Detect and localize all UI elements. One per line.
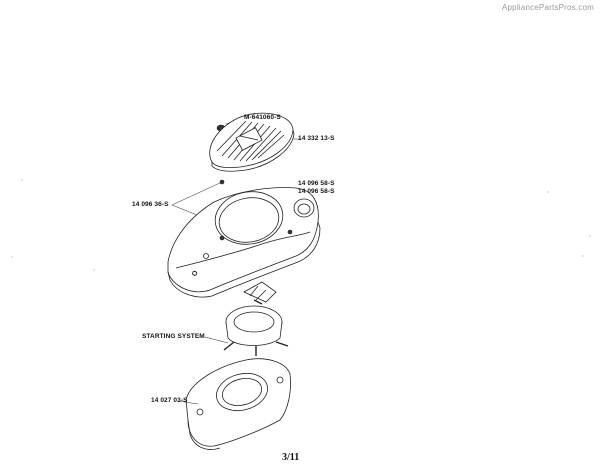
- starting-system-part: [205, 282, 288, 356]
- watermark: AppliancePartsPros.com: [502, 3, 594, 12]
- label-housing: 14 027 03-S: [151, 397, 188, 404]
- fan-cover-part: [168, 186, 320, 297]
- label-screw-left: 14 096 36-S: [132, 201, 169, 208]
- top-cover-part: [210, 113, 301, 171]
- label-starting-system: STARTING SYSTEM: [142, 333, 205, 340]
- starter-housing-part: [178, 359, 291, 450]
- label-screw-right-a: 14 096 58-S: [298, 180, 335, 187]
- label-screw-right-b: 14 096 58-S: [298, 188, 335, 195]
- label-top-cover: 14 332 13-S: [298, 135, 335, 142]
- label-nut: M-641060-S: [244, 114, 281, 121]
- page-number: 3/11: [282, 452, 300, 463]
- svg-text:O: O: [191, 269, 200, 278]
